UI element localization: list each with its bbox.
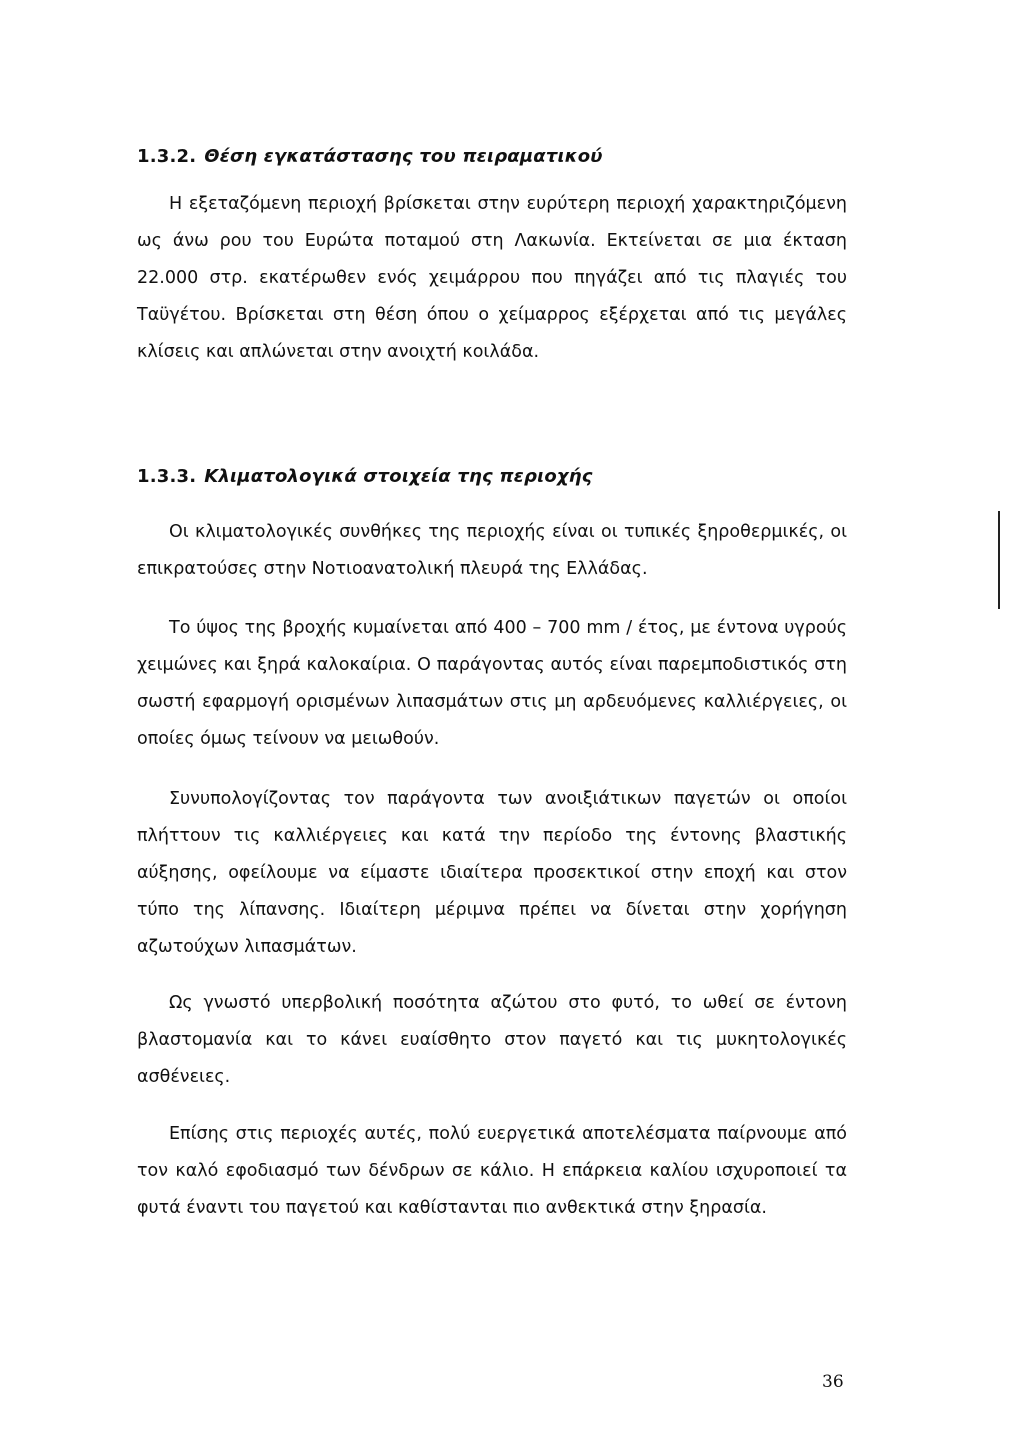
section-title: Θέση εγκατάστασης του πειραματικού [204, 146, 603, 167]
paragraph-location: Η εξεταζόμενη περιοχή βρίσκεται στην ευρύτερη περιοχή χαρακτηριζόμενη ως άνω ρου του Ευρώτα ποταμού στη Λακωνία. Εκτείνεται σε μια έκταση 22.000 στρ. εκατέρωθεν ενός χειμάρρου που πηγάζει από τις πλαγιές του Ταϋγέτου. Βρίσκεται στη θέση όπου ο χείμαρρος εξέρχεται από τις μεγάλες κλίσεις και απλώνεται στην ανοιχτή κοιλάδα. [137, 194, 847, 362]
paragraph-rainfall: Το ύψος της βροχής κυμαίνεται από 400 – 700 mm / έτος, με έντονα υγρούς χειμώνες και ξηρά καλοκαίρια. Ο παράγοντας αυτός είναι παρεμποδιστικός στη σωστή εφαρμογή ορισμένων λιπασμάτων στις μη αρδευόμενες καλλιέργειες, οι οποίες όμως τείνουν να μειωθούν. [137, 618, 847, 749]
section-heading-1-3-3 [137, 466, 593, 487]
paragraph-climate-conditions: Οι κλιματολογικές συνθήκες της περιοχής είναι οι τυπικές ξηροθερμικές, οι επικρατούσες στην Νοτιοανατολική πλευρά της Ελλάδας. [137, 522, 847, 579]
section-number: 1.3.2. [137, 146, 197, 167]
section-title: Κλιματολογικά στοιχεία της περιοχής [204, 466, 593, 487]
paragraph-nitrogen: Ως γνωστό υπερβολική ποσότητα αζώτου στο φυτό, το ωθεί σε έντονη βλαστομανία και το κάνει ευαίσθητο στον παγετό και τις μυκητολογικές ασθένειες. [137, 993, 847, 1087]
section-heading-1-3-2 [137, 146, 603, 167]
paragraph-spring-frost: Συνυπολογίζοντας τον παράγοντα των ανοιξιάτικων παγετών οι οποίοι πλήττουν τις καλλιέργειες και κατά την περίοδο της έντονης βλαστικής αύξησης, οφείλουμε να είμαστε ιδιαίτερα προσεκτικοί στην εποχή και στον τύπο της λίπανσης. Ιδιαίτερη μέριμνα πρέπει να δίνεται στην χορήγηση αζωτούχων λιπασμάτων. [137, 789, 847, 957]
section-number: 1.3.3. [137, 466, 197, 487]
paragraph-potassium: Επίσης στις περιοχές αυτές, πολύ ευεργετικά αποτελέσματα παίρνουμε από τον καλό εφοδιασμό των δένδρων σε κάλιο. Η επάρκεια καλίου ισχυροποιεί τα φυτά έναντι του παγετού και καθίστανται πιο ανθεκτικά στην ξηρασία. [137, 1124, 847, 1218]
margin-scan-line [998, 511, 1000, 609]
page-number: 36 [822, 1372, 844, 1392]
